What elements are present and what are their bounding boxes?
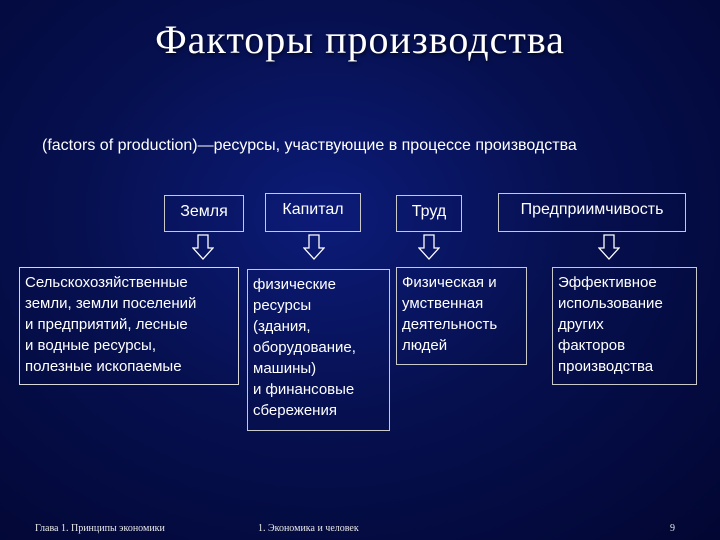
- factor-header-entrepreneurship: Предприимчивость: [498, 193, 686, 232]
- slide-title: Факторы производства: [155, 17, 565, 62]
- down-arrow-icon: [192, 234, 214, 260]
- slide-subtitle: (factors of production)—ресурсы, участвующие в процессе производства: [42, 137, 577, 154]
- factor-description-entrepreneurship: Эффективное использование других факторов производства: [552, 267, 697, 385]
- factor-description-land: Сельскохозяйственные земли, земли поселений и предприятий, лесные и водные ресурсы, полезные ископаемые: [19, 267, 239, 385]
- page-number: 9: [670, 523, 675, 534]
- footer-chapter: Глава 1. Принципы экономики: [35, 523, 165, 534]
- factor-description-capital: физические ресурсы (здания, оборудование, машины) и финансовые сбережения: [247, 269, 390, 431]
- down-arrow-icon: [418, 234, 440, 260]
- factor-description-labor: Физическая и умственная деятельность людей: [396, 267, 527, 365]
- factor-header-land: Земля: [164, 195, 244, 232]
- factor-header-labor: Труд: [396, 195, 462, 232]
- footer-section: 1. Экономика и человек: [258, 523, 359, 534]
- down-arrow-icon: [303, 234, 325, 260]
- factor-header-capital: Капитал: [265, 193, 361, 232]
- down-arrow-icon: [598, 234, 620, 260]
